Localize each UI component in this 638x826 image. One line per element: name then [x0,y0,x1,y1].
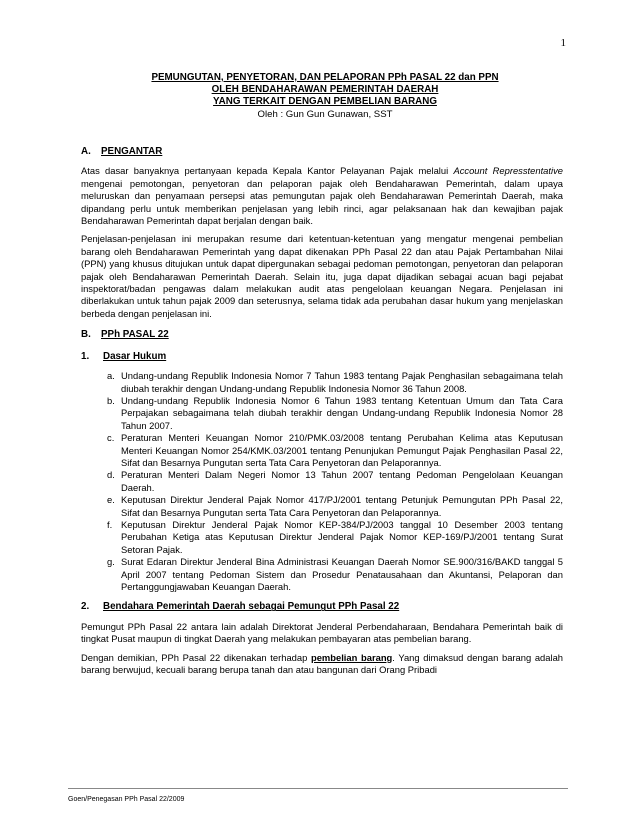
section-a-heading [81,146,563,158]
list-item-text: Undang-undang Republik Indonesia Nomor 6 Tahun 1983 tentang Ketentuan Umum dan Tata Cara Perpajakan sebagaimana telah diubah terakhir dengan Undang-undang Republik Indonesia Nomor 28 Tahun 2007. [121,394,563,431]
section-a-paragraph-2: Penjelasan-penjelasan ini merupakan resume dari ketentuan-ketentuan yang mengatur mengenai pembelian barang oleh Bendaharawan Pemerintah yang dapat dikenakan PPh Pasal 22 dan atau Pajak Pertambahan Nilai (PPN) yang khusus ditujukan untuk dapat dipergunakan sebagai pedoman pemotongan, penyetoran dan pelaporan pajak oleh Bendaharawan Pemerintah Daerah. Selain itu, juga dapat dijadikan sebagai acuan bagi pejabat inspektorat/badan pengawas dalam melakukan audit atas pengelolaan keuangan Negara. Penjelasan ini diberlakukan untuk tahun pajak 2009 dan seterusnya, selama tidak ada perubahan dasar hukum yang menjelaskan berbeda dengan penjelasan ini. [81,233,563,319]
para2-text-b: . Yang dimaksud dengan barang adalah barang berwujud, kecuali barang berupa tanah dan atau bangunan dari Orang Pribadi [81,651,563,676]
list-item-marker: d. [107,469,115,481]
para1-text-a: Atas dasar banyaknya pertanyaan kepada Kepala Kantor Pelayanan Pajak melalui [81,165,454,177]
list-item-marker: c. [107,432,115,444]
para1-italic-term: Account Represstentative [453,165,563,177]
title-block [80,72,570,121]
list-item-marker: b. [107,394,115,406]
list-item [107,469,563,494]
page-number: 1 [560,37,566,49]
list-item-text: Undang-undang Republik Indonesia Nomor 7 Tahun 1983 tentang Pajak Penghasilan sebagaimana telah diubah terakhir dengan Undang-undang Republik Indonesia Nomor 36 Tahun 2008. [121,370,563,394]
sub1-number: 1. [81,350,90,362]
list-item-marker: g. [107,556,115,568]
list-item-marker: f. [107,518,113,530]
title-line-3: YANG TERKAIT DENGAN PEMBELIAN BARANG [213,96,437,107]
legal-basis-list [107,370,563,593]
list-item-text: Peraturan Menteri Dalam Negeri Nomor 13 Tahun 2007 tentang Pedoman Pengelolaan Keuangan Daerah. [121,469,563,493]
footer-rule [68,788,568,789]
section-b-title: PPh PASAL 22 [101,329,169,341]
para2-text-a: Dengan demikian, PPh Pasal 22 dikenakan terhadap [81,651,311,663]
list-item [107,519,563,556]
section-a-paragraph-1 [81,165,563,227]
list-item [107,370,563,395]
list-item-marker: e. [107,494,115,506]
author-line: Oleh : Gun Gun Gunawan, SST [257,109,393,120]
list-item-text: Keputusan Direktur Jenderal Pajak Nomor KEP-384/PJ/2003 tanggal 10 Desember 2003 tentang Perubahan Ketiga atas Keputusan Direktur Jenderal Pajak Nomor KEP-169/PJ/2001 tentang Surat Setoran Pajak. [121,518,563,555]
sub1-title: Dasar Hukum [103,350,167,362]
list-item [107,395,563,432]
section-a-title: PENGANTAR [101,146,163,157]
sub2-title: Bendahara Pemerintah Daerah sebagai Pemungut PPh Pasal 22 [103,601,400,613]
para2-bold-term: pembelian barang [310,651,393,663]
list-item-text: Keputusan Direktur Jenderal Pajak Nomor 417/PJ/2001 tentang Petunjuk Pemungutan PPh Pasal 22, Sifat dan Besarnya Pungutan serta Tata Cara Penyetoran dan Pelaporannya. [121,494,563,518]
section-b-letter: B. [81,329,91,341]
sub2-heading [81,601,563,613]
para1-text-b: mengenai pemotongan, penyetoran dan pelaporan pajak oleh Bendaharawan Pemerintah, dalam upaya meluruskan dan penyamaan persepsi atas pemungutan pajak oleh Bendaharawan Pemerintah Daerah, maka dipandang perlu untuk memberikan penjelasan yang lebih rinci, agar pelaksanaan hak dan kewajiban pajak Bendaharawan Pemerintah dapat berjalan dengan baik. [81,177,563,227]
list-item [107,556,563,593]
sub2-paragraph-2 [81,652,563,677]
title-line-2: OLEH BENDAHARAWAN PEMERINTAH DAERAH [211,84,439,95]
section-b-heading [81,329,563,341]
list-item [107,432,563,469]
list-item-marker: a. [107,370,115,382]
list-item-text: Surat Edaran Direktur Jenderal Bina Administrasi Keuangan Daerah Nomor SE.900/316/BAKD tanggal 5 April 2007 tentang Pedoman Sistem dan Prosedur Penatausahaan dan Akuntansi, Pelaporan dan Pertanggungjawaban Keuangan Daerah. [121,556,563,592]
list-item [107,494,563,519]
sub2-paragraph-1: Pemungut PPh Pasal 22 antara lain adalah Direktorat Jenderal Perbendaharaan, Bendahara Pemerintah baik di tingkat Pusat maupun di tingkat Daerah yang melakukan pembayaran atas pembelian barang. [81,620,563,645]
document-body [81,146,563,682]
sub2-number: 2. [81,601,90,613]
section-a-letter: A. [81,146,91,157]
sub1-heading [81,351,563,363]
title-line-1: PEMUNGUTAN, PENYETORAN, DAN PELAPORAN PPh PASAL 22 dan PPN [151,72,499,83]
list-item-text: Peraturan Menteri Keuangan Nomor 210/PMK.03/2008 tentang Perubahan Kelima atas Keputusan Menteri Keuangan Nomor 254/KMK.03/2001 tentang Penunjukan Pemungut Pajak Penghasilan Pasal 22, Sifat dan Besarnya Pungutan serta Tata Cara Penyetoran dan Pelaporannya. [121,432,563,468]
footer: Goen/Penegasan PPh Pasal 22/2009 [68,796,185,803]
